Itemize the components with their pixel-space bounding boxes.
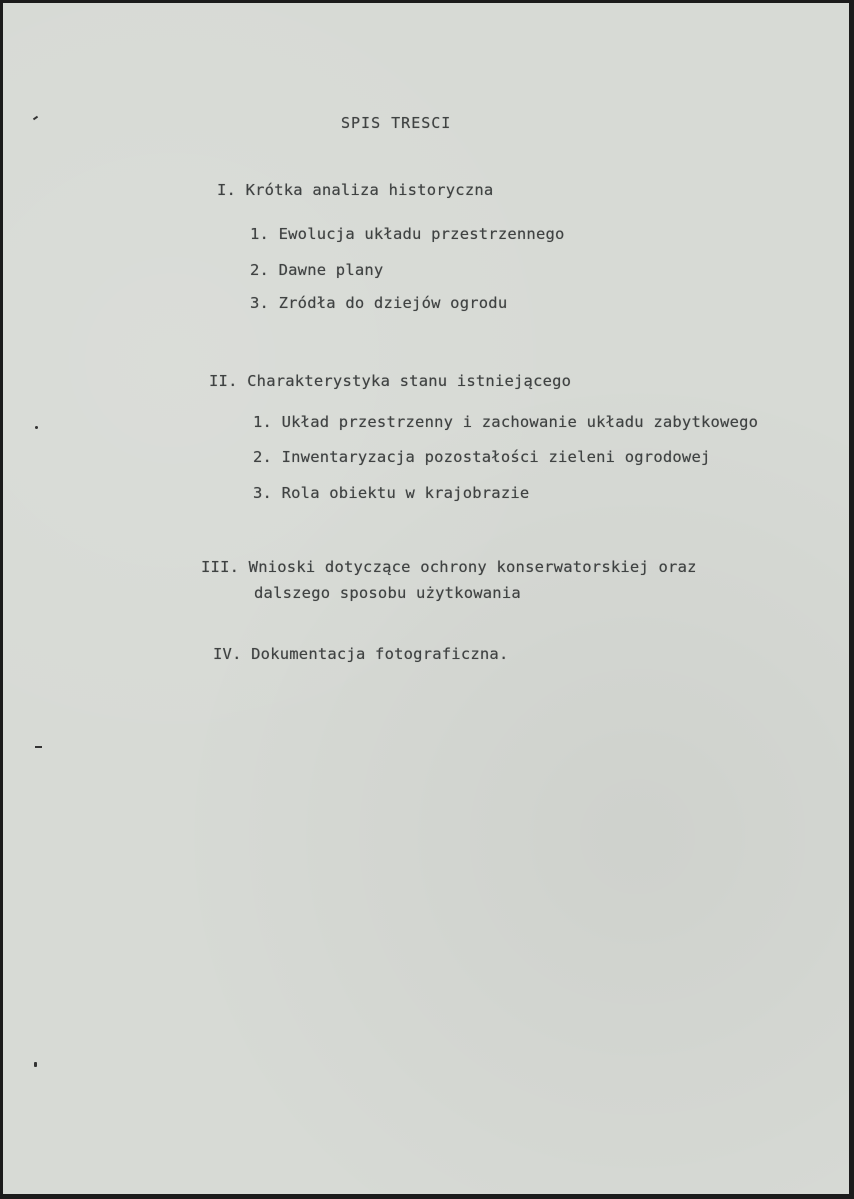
margin-mark	[34, 1062, 37, 1067]
section-1-item-3: 3. Zródła do dziejów ogrodu	[250, 294, 508, 312]
page-title: SPIS TRESCI	[341, 114, 452, 132]
section-2-item-2: 2. Inwentaryzacja pozostałości zieleni ogrodowej	[253, 448, 711, 466]
section-1-item-2: 2. Dawne plany	[250, 261, 384, 279]
margin-mark	[35, 426, 38, 429]
section-4-heading: IV. Dokumentacja fotograficzna.	[213, 645, 509, 663]
section-1-item-1: 1. Ewolucja układu przestrzennego	[250, 225, 565, 243]
margin-mark	[35, 746, 42, 748]
margin-mark	[33, 116, 38, 121]
section-2-item-3: 3. Rola obiektu w krajobrazie	[253, 484, 530, 502]
section-2-item-1: 1. Układ przestrzenny i zachowanie układu zabytkowego	[253, 413, 759, 431]
section-3-heading-line-1: III. Wnioski dotyczące ochrony konserwatorskiej oraz	[201, 558, 697, 576]
document-page	[3, 3, 849, 1194]
section-2-heading: II. Charakterystyka stanu istniejącego	[209, 372, 572, 390]
section-3-heading-line-2: dalszego sposobu użytkowania	[254, 584, 521, 602]
section-1-heading: I. Krótka analiza historyczna	[217, 181, 494, 199]
